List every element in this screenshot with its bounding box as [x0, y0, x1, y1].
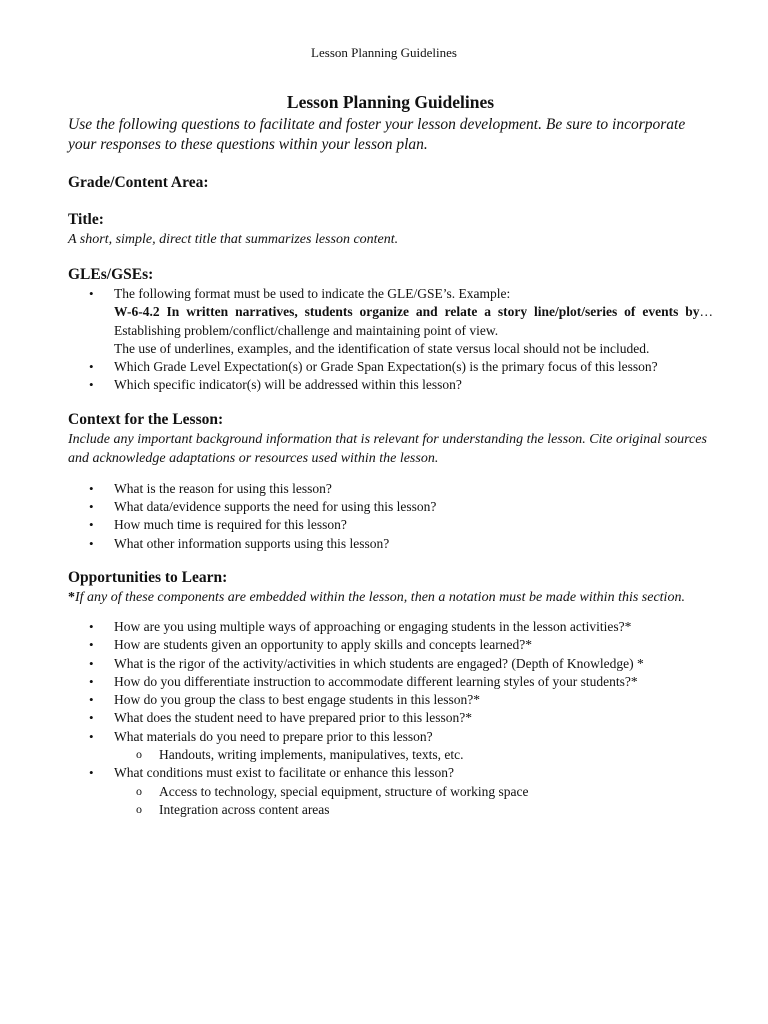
document-body	[68, 91, 713, 819]
conditions-question: What conditions must exist to facilitate or enhance this lesson?	[114, 765, 455, 781]
gles-format-text: The following format must be used to indicate the GLE/GSE’s. Example:	[114, 286, 511, 301]
list-item: • How do you group the class to best engage students in this lesson?*	[68, 691, 713, 709]
list-item: • What is the rigor of the activity/activities in which students are engaged? (Depth of Knowledge) *	[68, 655, 713, 673]
opportunities-heading: Opportunities to Learn:	[68, 568, 228, 586]
gles-list	[68, 285, 713, 395]
asterisk-marker: *	[68, 589, 75, 605]
context-list	[68, 480, 713, 553]
list-item: • What data/evidence supports the need for using this lesson?	[68, 498, 713, 516]
opportunities-description	[68, 588, 713, 607]
sub-list-item: o Handouts, writing implements, manipulatives, texts, etc.	[114, 746, 713, 764]
intro-text: Use the following questions to facilitate and foster your lesson development. Be sure to incorporate your responses to these questions within your lesson plan.	[68, 116, 686, 153]
sub-list-item: o Integration across content areas	[114, 801, 713, 819]
list-item: • How do you differentiate instruction to accommodate different learning styles of your students?*	[68, 673, 713, 691]
conditions-sublist	[114, 783, 713, 820]
list-item	[68, 728, 713, 765]
running-header: Lesson Planning Guidelines	[311, 45, 457, 60]
materials-question: What materials do you need to prepare prior to this lesson?	[114, 728, 433, 744]
list-item: • What does the student need to have prepared prior to this lesson?*	[68, 709, 713, 727]
list-item: • Which Grade Level Expectation(s) or Grade Span Expectation(s) is the primary focus of this lesson?	[68, 358, 713, 376]
opportunities-list	[68, 618, 713, 819]
title-description: A short, simple, direct title that summarizes lesson content.	[68, 232, 399, 247]
grade-content-heading: Grade/Content Area:	[68, 174, 209, 191]
list-item: • What is the reason for using this lesson?	[68, 480, 713, 498]
opportunities-note: If any of these components are embedded within the lesson, then a notation must be made within this section.	[75, 589, 685, 605]
sub-list-item: o Access to technology, special equipment, structure of working space	[114, 783, 713, 801]
context-description: Include any important background information that is relevant for understanding the lesson. Cite original sources and acknowledge adaptations or resources used within the lesson.	[68, 431, 707, 466]
list-item: • What other information supports using this lesson?	[68, 535, 713, 553]
context-heading: Context for the Lesson:	[68, 410, 224, 428]
list-item: • How are you using multiple ways of approaching or engaging students in the lesson activities?*	[68, 618, 713, 636]
materials-sublist	[114, 746, 713, 764]
list-item: • Which specific indicator(s) will be addressed within this lesson?	[68, 376, 713, 394]
list-item	[68, 285, 713, 358]
gles-heading: GLEs/GSEs:	[68, 266, 154, 283]
list-item: • How much time is required for this lesson?	[68, 516, 713, 534]
document-title: Lesson Planning Guidelines	[286, 92, 495, 112]
gles-example-rest: …Establishing problem/conflict/challenge and maintaining point of view.	[114, 304, 713, 338]
list-item	[68, 764, 713, 819]
list-item: • How are students given an opportunity to apply skills and concepts learned?*	[68, 636, 713, 654]
title-heading: Title:	[68, 211, 104, 228]
gles-example-bold: W-6-4.2 In written narratives, students organize and relate a story line/plot/series of events by	[114, 304, 700, 320]
gles-format-note: The use of underlines, examples, and the identification of state versus local should not be included.	[114, 340, 650, 356]
